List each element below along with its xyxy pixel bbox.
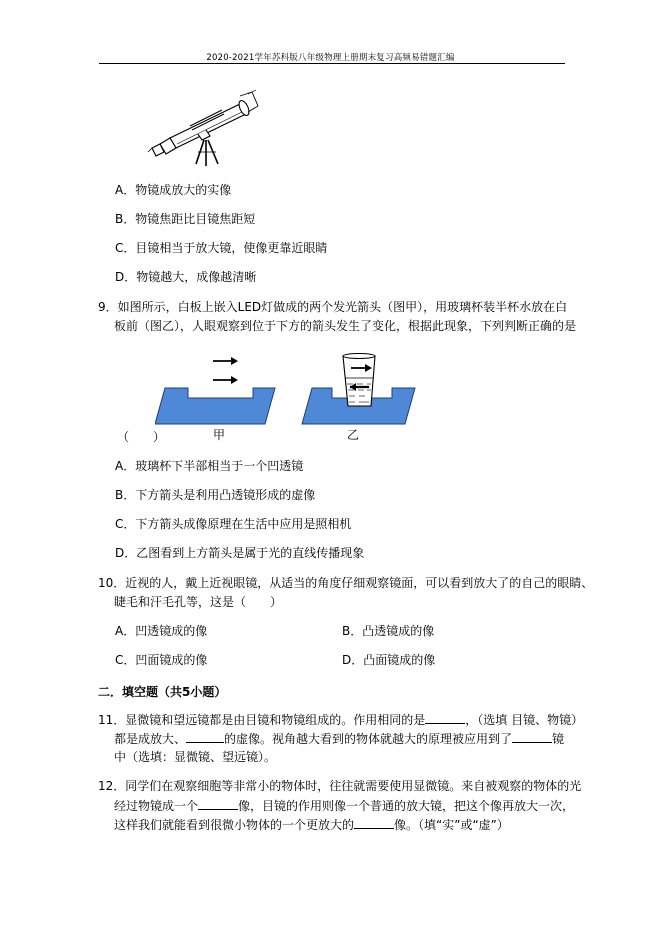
q9-figure-label-b: 乙	[347, 428, 360, 442]
q9-option-d: D．乙图看到上方箭头是属于光的直线传播现象	[115, 546, 365, 560]
q10-option-c: C．凹面镜成的像	[115, 653, 208, 667]
q11-question-line2: 都是成放大、 的虚像。视角越大看到的物体就越大的原理被应用到了 镜	[114, 732, 565, 746]
q9-option-b: B．下方箭头是利用凸透镜形成的虚像	[115, 488, 316, 502]
q8-option-c: C．目镜相当于放大镜，使像更靠近眼睛	[115, 241, 328, 255]
q8-option-a: A．物镜成放大的实像	[115, 183, 232, 197]
q11-blank-1[interactable]	[425, 712, 465, 724]
q8-option-b: B．物镜焦距比目镜焦距短	[115, 212, 256, 226]
q12-question-line2: 经过物镜成一个 像，目镜的作用则像一个普通的放大镜，把这个像再放大一次，	[114, 799, 575, 813]
q12-question-line3: 这样我们就能看到很微小物体的一个更放大的 像。（填“实”或“虚”）	[114, 818, 509, 832]
q11-blank-3[interactable]	[512, 731, 552, 743]
q10-option-a: A．凹透镜成的像	[115, 624, 208, 638]
q12-blank-2[interactable]	[354, 817, 394, 829]
q10-question: 10．近视的人，戴上近视眼镜，从适当的角度仔细观察镜面，可以看到放大了的自己的眼睛、	[98, 576, 594, 590]
q9-question: 9．如图所示，白板上嵌入LED灯做成的两个发光箭头（图甲），用玻璃杯装半杯水放在白	[98, 300, 568, 314]
whiteboard-arrows-figure	[155, 348, 420, 428]
q10-option-b: B．凸透镜成的像	[342, 624, 435, 638]
q8-option-d: D．物镜越大，成像越清晰	[115, 270, 257, 284]
q12-question: 12．同学们在观察细胞等非常小的物体时，往往就需要使用显微镜。来自被观察的物体的光	[98, 779, 582, 793]
q11-question: 11．显微镜和望远镜都是由目镜和物镜组成的。作用相同的是 ，（选填 目镜、物镜）	[98, 713, 584, 727]
q11-question-line3: 中（选填：显微镜、望远镜）。	[114, 750, 277, 764]
header-divider	[99, 63, 565, 64]
q9-option-a: A．玻璃杯下半部相当于一个凹透镜	[115, 459, 304, 473]
q9-answer-paren: （ ）	[117, 430, 166, 444]
q10-option-d: D．凸面镜成的像	[342, 653, 436, 667]
q9-figure-label-a: 甲	[213, 428, 226, 442]
telescope-figure	[140, 86, 270, 170]
q10-question-cont: 睫毛和汗毛孔等，这是（ ）	[114, 595, 283, 609]
page-header-title: 2020-2021学年苏科版八年级物理上册期末复习高频易错题汇编	[206, 53, 455, 63]
q11-blank-2[interactable]	[186, 731, 224, 743]
q9-question-cont: 板前（图乙），人眼观察到位于下方的箭头发生了变化，根据此现象，下列判断正确的是	[114, 319, 577, 333]
q9-option-c: C．下方箭头成像原理在生活中应用是照相机	[115, 517, 352, 531]
section-title-fill-in: 二．填空题（共5小题）	[98, 685, 227, 699]
q12-blank-1[interactable]	[198, 798, 238, 810]
